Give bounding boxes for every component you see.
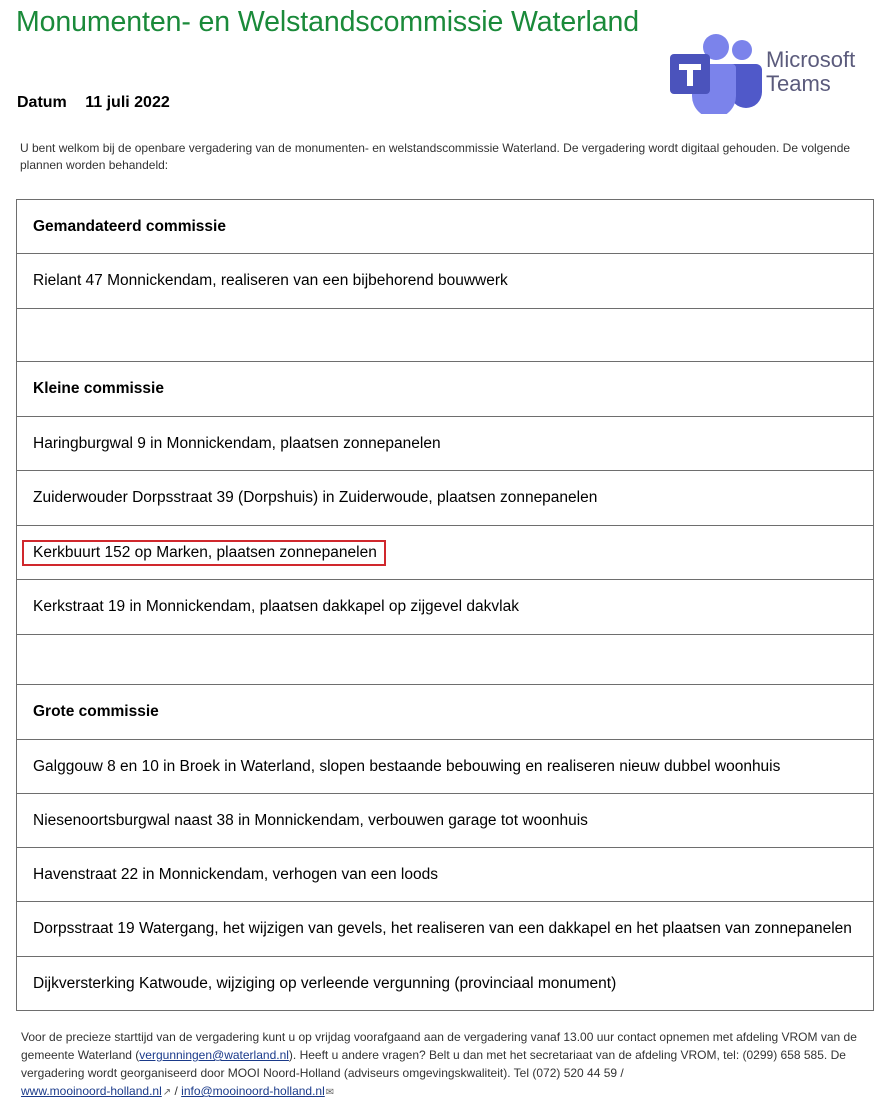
intro-text: U bent welkom bij de openbare vergadering van de monumenten- en welstandscommissie Waterland. De vergadering wordt digitaal gehouden. De volgende plannen worden behandeld: xyxy=(20,141,851,172)
plan-row xyxy=(17,740,873,794)
plan-text: Rielant 47 Monnickendam, realiseren van een bijbehorend bouwwerk xyxy=(33,272,508,289)
date-value: 11 juli 2022 xyxy=(85,94,170,111)
highlighted-plan-text: Kerkbuurt 152 op Marken, plaatsen zonnepanelen xyxy=(22,540,386,566)
meeting-date xyxy=(17,94,170,112)
plan-row xyxy=(17,957,873,1011)
plan-row xyxy=(17,794,873,848)
section-title: Kleine commissie xyxy=(33,380,164,397)
section-heading xyxy=(17,685,873,740)
mooinoord-email-link[interactable]: info@mooinoord-holland.nl xyxy=(181,1084,325,1098)
plan-row xyxy=(17,417,873,471)
mooinoord-website-link[interactable]: www.mooinoord-holland.nl xyxy=(21,1084,162,1098)
plan-text: Kerkstraat 19 in Monnickendam, plaatsen dakkapel op zijgevel dakvlak xyxy=(33,598,519,615)
external-link-icon: ↗ xyxy=(162,1087,172,1098)
empty-row xyxy=(17,635,873,685)
plan-text: Galggouw 8 en 10 in Broek in Waterland, slopen bestaande bebouwing en realiseren nieuw dubbel woonhuis xyxy=(33,757,781,775)
vergunningen-email-link[interactable]: vergunningen@waterland.nl xyxy=(139,1048,289,1062)
mail-icon: ✉ xyxy=(325,1087,335,1098)
plan-text: Niesenoortsburgwal naast 38 in Monnickendam, verbouwen garage tot woonhuis xyxy=(33,811,588,829)
section-title: Gemandateerd commissie xyxy=(33,217,226,235)
plan-row xyxy=(17,902,873,957)
empty-row xyxy=(17,309,873,362)
plan-text: Dijkversterking Katwoude, wijziging op verleende vergunning (provinciaal monument) xyxy=(33,974,617,992)
plan-row xyxy=(17,848,873,902)
plan-row xyxy=(17,526,873,580)
plan-text: Haringburgwal 9 in Monnickendam, plaatsen zonnepanelen xyxy=(33,434,441,452)
plan-text: Dorpsstraat 19 Watergang, het wijzigen van gevels, het realiseren van een dakkapel en het plaatsen van zonnepanelen xyxy=(33,920,852,937)
section-heading xyxy=(17,200,873,254)
plan-row xyxy=(17,580,873,635)
date-label: Datum xyxy=(17,94,67,111)
footer-text: Voor de precieze starttijd van de vergadering kunt u op vrijdag voorafgaand aan de vergadering vanaf 13.00 uur contact opnemen met afdeling VROM van de gemeente Waterland (vergunningen@waterland.nl). Heeft u andere vragen? Belt u dan met het secretariaat van de afdeling VROM, tel: (0299) 658 585. De vergadering wordt georganiseerd door MOOI Noord-Holland (adviseurs omgevingskwaliteit). Tel (072) 520 44 59 / www.mooinoord-holland.nl↗ / info@mooinoord-holland.nl✉ xyxy=(21,1030,857,1098)
plan-text: Havenstraat 22 in Monnickendam, verhogen van een loods xyxy=(33,865,438,883)
plan-row xyxy=(17,254,873,309)
section-title: Grote commissie xyxy=(33,703,159,720)
section-heading xyxy=(17,362,873,417)
page-title: Monumenten- en Welstandscommissie Waterland xyxy=(16,6,639,38)
plan-text: Zuiderwouder Dorpsstraat 39 (Dorpshuis) in Zuiderwoude, plaatsen zonnepanelen xyxy=(33,489,598,506)
plan-row xyxy=(17,471,873,526)
plans-table xyxy=(16,199,874,1011)
teams-logo-text: Microsoft Teams xyxy=(766,47,856,96)
teams-logo-person-head xyxy=(732,40,752,60)
